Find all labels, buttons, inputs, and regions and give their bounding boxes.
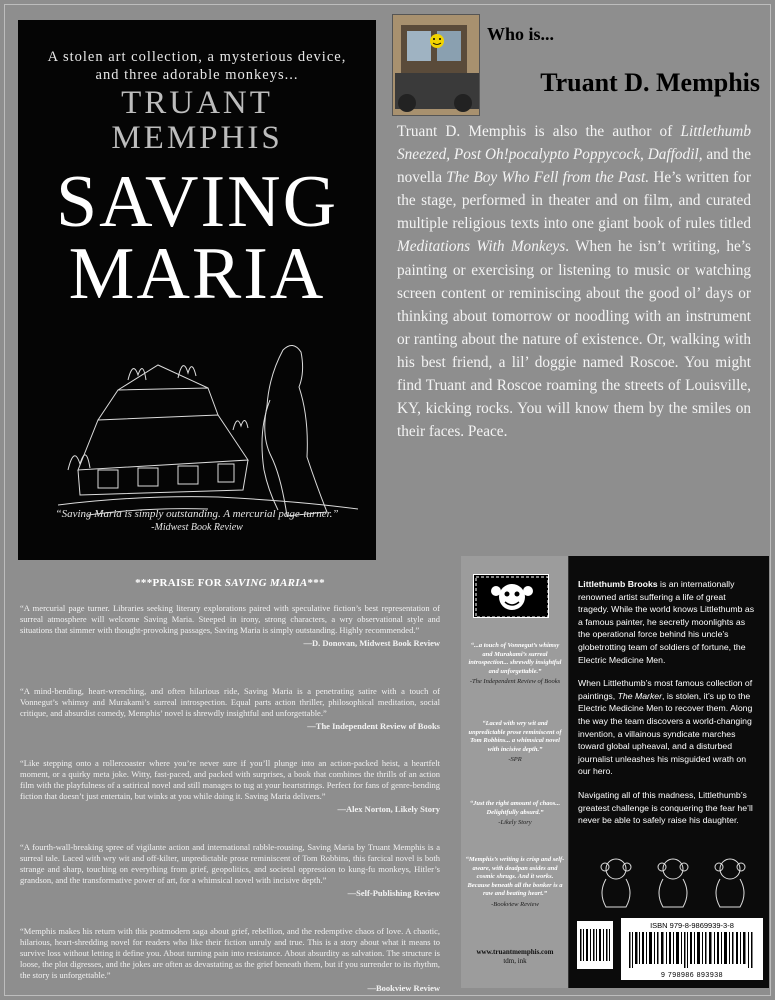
blurb-source: -Bookview Review: [491, 900, 539, 908]
blurb-panel: [461, 556, 569, 988]
cover-author-last: MEMPHIS: [111, 120, 283, 156]
bio-book-titles: Littlethumb Sneezed, Post Oh!pocalypto Poppycock, Daffodil,: [397, 123, 751, 164]
bio-text: He’s written for the stage, performed in theater and on film, and curated multiple religious texts into one giant book of rules titled: [397, 169, 751, 233]
author-bio: [397, 120, 751, 443]
bio-rulebook-title: Meditations With Monkeys: [397, 238, 566, 256]
blurb-source: -Likely Story: [498, 819, 532, 826]
praise-heading-prefix: ***PRAISE FOR: [135, 577, 225, 589]
review: [20, 758, 440, 815]
cover-author-first: TRUANT: [121, 85, 273, 121]
cover-author: [18, 86, 376, 156]
back-blurb: [465, 642, 565, 687]
review-text: “Like stepping onto a rollercoaster where you’re never sure if you’ll plunge into an action-packed heist, a heartfelt moment, or a quirky meta joke. Witty, fast-paced, and packed with surprises, a book that combines the thrills of an action film with the playfulness of a satirical novel and still manages to tug at your heartstrings. Perfect for fans of genre-bending fiction that doesn’t just entertain, but winks at you while doing it. Saving Maria delivers.”: [20, 758, 440, 801]
cover-title: [18, 161, 376, 315]
small-barcode-icon: [577, 921, 613, 969]
blurb-text: “Just the right amount of chaos... Delightfully absurd.”: [469, 800, 561, 816]
price-barcode: [577, 921, 613, 969]
praise-heading: [20, 577, 440, 589]
review-source: —The Independent Review of Books: [307, 721, 440, 731]
praise-heading-suffix: ***: [307, 577, 325, 589]
bio-text: . When he isn’t writing, he’s painting or exercising or listening to music or watching screen content or reminiscing about the good ol’ days or thinking about tomorrow or noodling with an instrument or ranting about the nature of existence. Or, walking with his best friend, a lil’ doggie named Roscoe. You might find Truant and Roscoe roaming the streets of Louisville, KY, kicking rocks. You will know them by the smiles on their faces. Peace.: [397, 238, 752, 441]
review: [20, 603, 440, 649]
book-back-cover: [461, 556, 769, 988]
bio-text: and the novella: [397, 146, 751, 187]
review-text: “Memphis makes his return with this postmodern saga about grief, rebellion, and the redemptive chaos of love. A chaotic, hilarious, heart-shredding novel for readers who like their fiction unruly and true. This is a story about what it means to survive loss without letting it define you. About turning pain into resistance. About absurdity as salvation. The structure is loose, the plot digresses, and the jokes are often as devastating as the grief beneath them, but if you surrender to its rhythm, the story is unforgettable.”: [20, 926, 440, 980]
barcode-digits: 9 798986 893938: [661, 972, 723, 979]
publisher-logo: [473, 574, 549, 618]
cover-tagline: [18, 48, 376, 84]
synopsis-text: is an internationally renowned artist suffering a life of great tragedy. While the world knows Littlethumb as a famous painter, he secretly moonlights as the operational force behind his uncle’s globetrotting team of soldiers of fortune, the Electric Medicine Men.: [578, 579, 755, 665]
synopsis-collection-title: The Marker: [617, 690, 663, 701]
review-text: “A mercurial page turner. Libraries seeking literary explorations paired with speculative fiction’s best representation of surreal atmosphere will welcome Saving Maria. Steeped in irony, strong characters, a wry observational style and situations that simmer with thought-provoking passages, Saving Maria is simply outstanding. Highly recommended.”: [20, 603, 440, 635]
barcode-icon: [629, 932, 755, 968]
cover-title-line-1: SAVING: [55, 161, 339, 243]
isbn-barcode: [621, 918, 763, 980]
who-is-heading: Who is...: [487, 24, 555, 44]
isbn-number: ISBN 979-8-9869939-3-8: [650, 921, 734, 930]
review-text: “A fourth-wall-breaking spree of vigilante action and international rabble-rousing, Saving Maria by Truant Memphis is a surreal tale. Laced with wry wit and off-kilter, unpredictable prose reminiscent of Tom Robbins, this farcical novel is both strange and sharp, touching on everything from grief, geopolitics, and societal oppression to kung-fu monkeys, Hitler’s grandson, and the transformative power of art, for a whimsical novel with incisive depth.”: [20, 842, 440, 885]
blurb-text: “...a touch of Vonnegut’s whimsy and Murakami’s surreal introspection... shrewdly insightful and unforgettable.”: [468, 642, 562, 675]
review-source: —Self-Publishing Review: [347, 888, 440, 898]
review-text: “A mind-bending, heart-wrenching, and often hilarious ride, Saving Maria is a penetrating satire with a touch of Vonnegut’s whimsy and Murakami’s surreal introspection. Equal parts action thriller, philosophical meditation, social critique, and absurdist comedy, Memphis’ novel is shrewdly insightful and unforgettable.”: [20, 686, 440, 718]
blurb-text: “Memphis’s writing is crisp and self-aware, with deadpan asides and cosmic shrugs. And it works. Because beneath all the bonker is a raw and beating heart.”: [465, 856, 565, 897]
author-photo-image: [393, 15, 480, 116]
blurb-source: -The Independent Review of Books: [469, 678, 561, 685]
review-source: —Alex Norton, Likely Story: [337, 804, 440, 814]
back-blurb: [465, 800, 565, 828]
synopsis-paragraph-3: Navigating all of this madness, Littlethumb’s greatest challenge is conquering the fear he’ll never be able to safely raise his daughter.: [578, 789, 753, 826]
monkey-face-icon: [474, 575, 550, 619]
publisher-url: www.truantmemphis.com: [476, 948, 554, 956]
synopsis-text: When Littlethumb’s most famous collection of paintings,: [578, 678, 753, 701]
cover-title-line-2: MARIA: [68, 233, 326, 315]
review: [20, 842, 440, 899]
blurb-text: “Laced with wry wit and unpredictable prose reminiscent of Tom Robbins... a whimsical novel with incisive depth.”: [468, 720, 562, 753]
review: [20, 926, 440, 994]
cover-quote: [18, 507, 376, 535]
back-blurb: [465, 856, 565, 909]
back-synopsis: [578, 578, 758, 838]
bio-novella-title: The Boy Who Fell from the Past.: [446, 169, 650, 187]
cover-quote-text: “Saving Maria is simply outstanding. A mercurial page-turner.”: [55, 508, 339, 520]
review-source: —Bookview Review: [367, 983, 440, 993]
author-photo: [392, 14, 480, 116]
author-name-heading: Truant D. Memphis: [540, 68, 760, 97]
cover-illustration-burning-house: [58, 320, 358, 520]
bio-text: Truant D. Memphis is also the author of: [397, 123, 681, 140]
tagline-line-2: and three adorable monkeys...: [95, 67, 299, 83]
blurb-source: -SPR: [508, 756, 522, 763]
cover-quote-source: -Midwest Book Review: [151, 522, 243, 533]
synopsis-paragraph-2: [578, 677, 758, 778]
book-front-cover: [18, 20, 376, 560]
synopsis-protagonist: Littlethumb Brooks: [578, 579, 658, 589]
publisher-info: [461, 948, 569, 966]
praise-heading-title: SAVING MARIA: [224, 577, 308, 589]
synopsis-paragraph-1: [578, 578, 758, 666]
three-monkeys-illustration: [591, 851, 756, 911]
back-blurb: [465, 720, 565, 765]
publisher-name: tdm, ink: [503, 957, 527, 965]
review: [20, 686, 440, 732]
review-source: —D. Donovan, Midwest Book Review: [303, 638, 440, 648]
tagline-line-1: A stolen art collection, a mysterious device,: [47, 49, 347, 65]
synopsis-text: , is stolen, it’s up to the Electric Medicine Men to recover them. Along the way the team discovers a world-changing invention, a villainous syndicate marches toward global upheaval, and a disturbed journalist unleashes his misguided wrath on our hero.: [578, 690, 753, 777]
